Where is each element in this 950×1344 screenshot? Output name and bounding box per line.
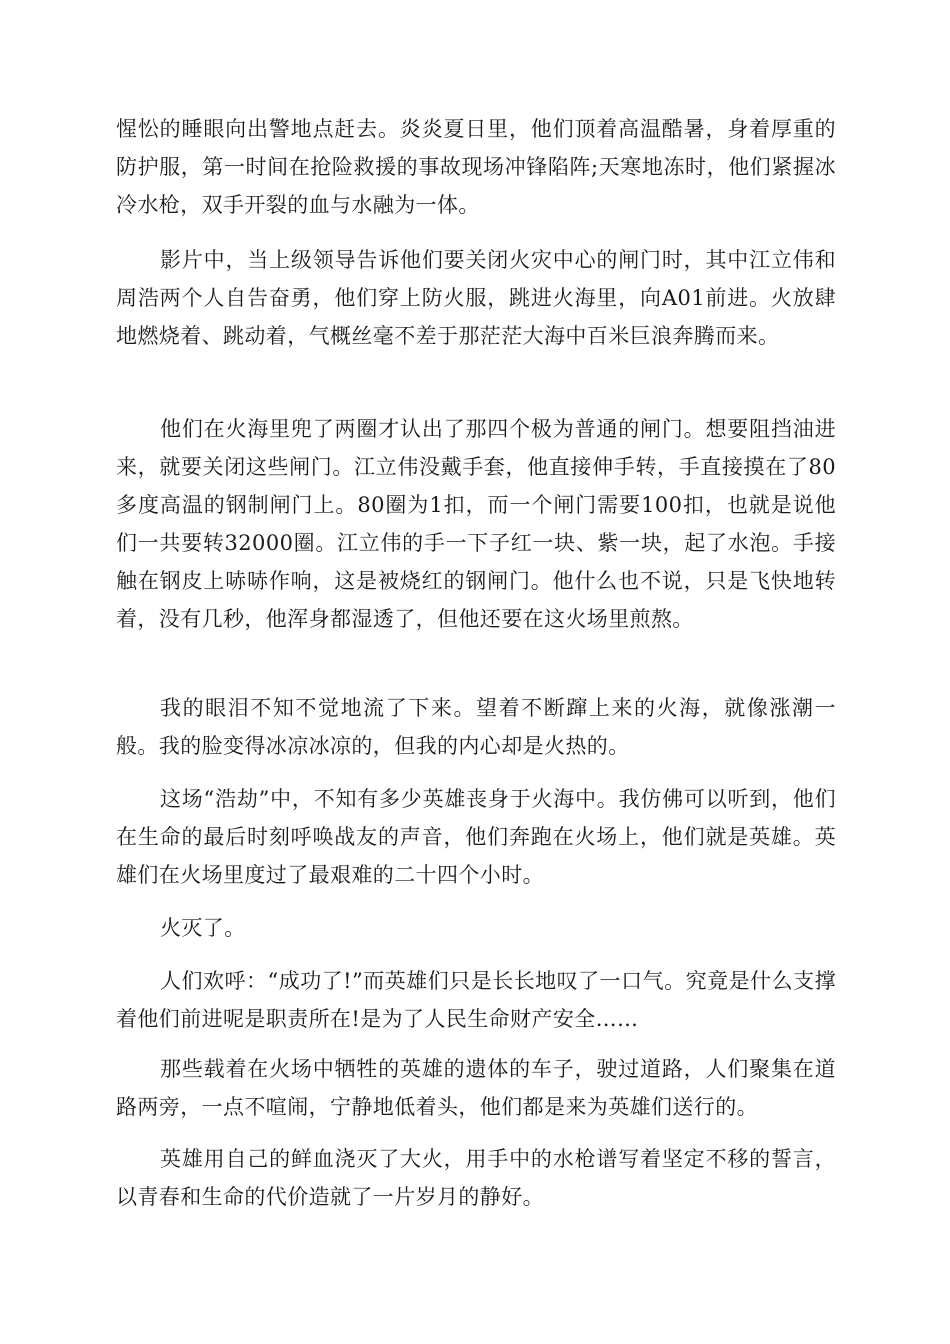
- document-page: [116, 0, 836, 1344]
- paragraph-9: 英雄用自己的鲜血浇灭了大火，用手中的水枪谱写着坚定不移的誓言，以青春和生命的代价造就了一片岁月的静好。: [116, 1147, 836, 1209]
- paragraph-7: 人们欢呼：“成功了!”而英雄们只是长长地叹了一口气。究竟是什么支撑着他们前进呢是职责所在!是为了人民生命财产安全……: [116, 969, 836, 1031]
- paragraph-1: 惺忪的睡眼向出警地点赶去。炎炎夏日里，他们顶着高温酷暑，身着厚重的防护服，第一时间在抢险救援的事故现场冲锋陷阵;天寒地冻时，他们紧握冰冷水枪，双手开裂的血与水融为一体。: [116, 117, 836, 217]
- paragraph-5: 这场“浩劫”中，不知有多少英雄丧身于火海中。我仿佛可以听到，他们在生命的最后时刻呼唤战友的声音，他们奔跑在火场上，他们就是英雄。英雄们在火场里度过了最艰难的二十四个小时。: [116, 787, 836, 887]
- paragraph-3: 他们在火海里兜了两圈才认出了那四个极为普通的闸门。想要阻挡油进来，就要关闭这些闸门。江立伟没戴手套，他直接伸手转，手直接摸在了80多度高温的钢制闸门上。80圈为1扣，而一个闸门需要100扣，也就是说他们一共要转32000圈。江立伟的手一下子红一块、紫一块，起了水泡。手接触在钢皮上哧哧作响，这是被烧红的钢闸门。他什么也不说，只是飞快地转着，没有几秒，他浑身都湿透了，但他还要在这火场里煎熬。: [116, 417, 836, 631]
- paragraph-4: 我的眼泪不知不觉地流了下来。望着不断蹿上来的火海，就像涨潮一般。我的脸变得冰凉冰凉的，但我的内心却是火热的。: [116, 696, 836, 758]
- paragraph-6: 火灭了。: [160, 916, 246, 940]
- paragraph-2: 影片中，当上级领导告诉他们要关闭火灾中心的闸门时，其中江立伟和周浩两个人自告奋勇，他们穿上防火服，跳进火海里，向A01前进。火放肆地燃烧着、跳动着，气概丝毫不差于那茫茫大海中百米巨浪奔腾而来。: [116, 248, 836, 348]
- paragraph-8: 那些载着在火场中牺牲的英雄的遗体的车子，驶过道路，人们聚集在道路两旁，一点不喧闹，宁静地低着头，他们都是来为英雄们送行的。: [116, 1057, 836, 1119]
